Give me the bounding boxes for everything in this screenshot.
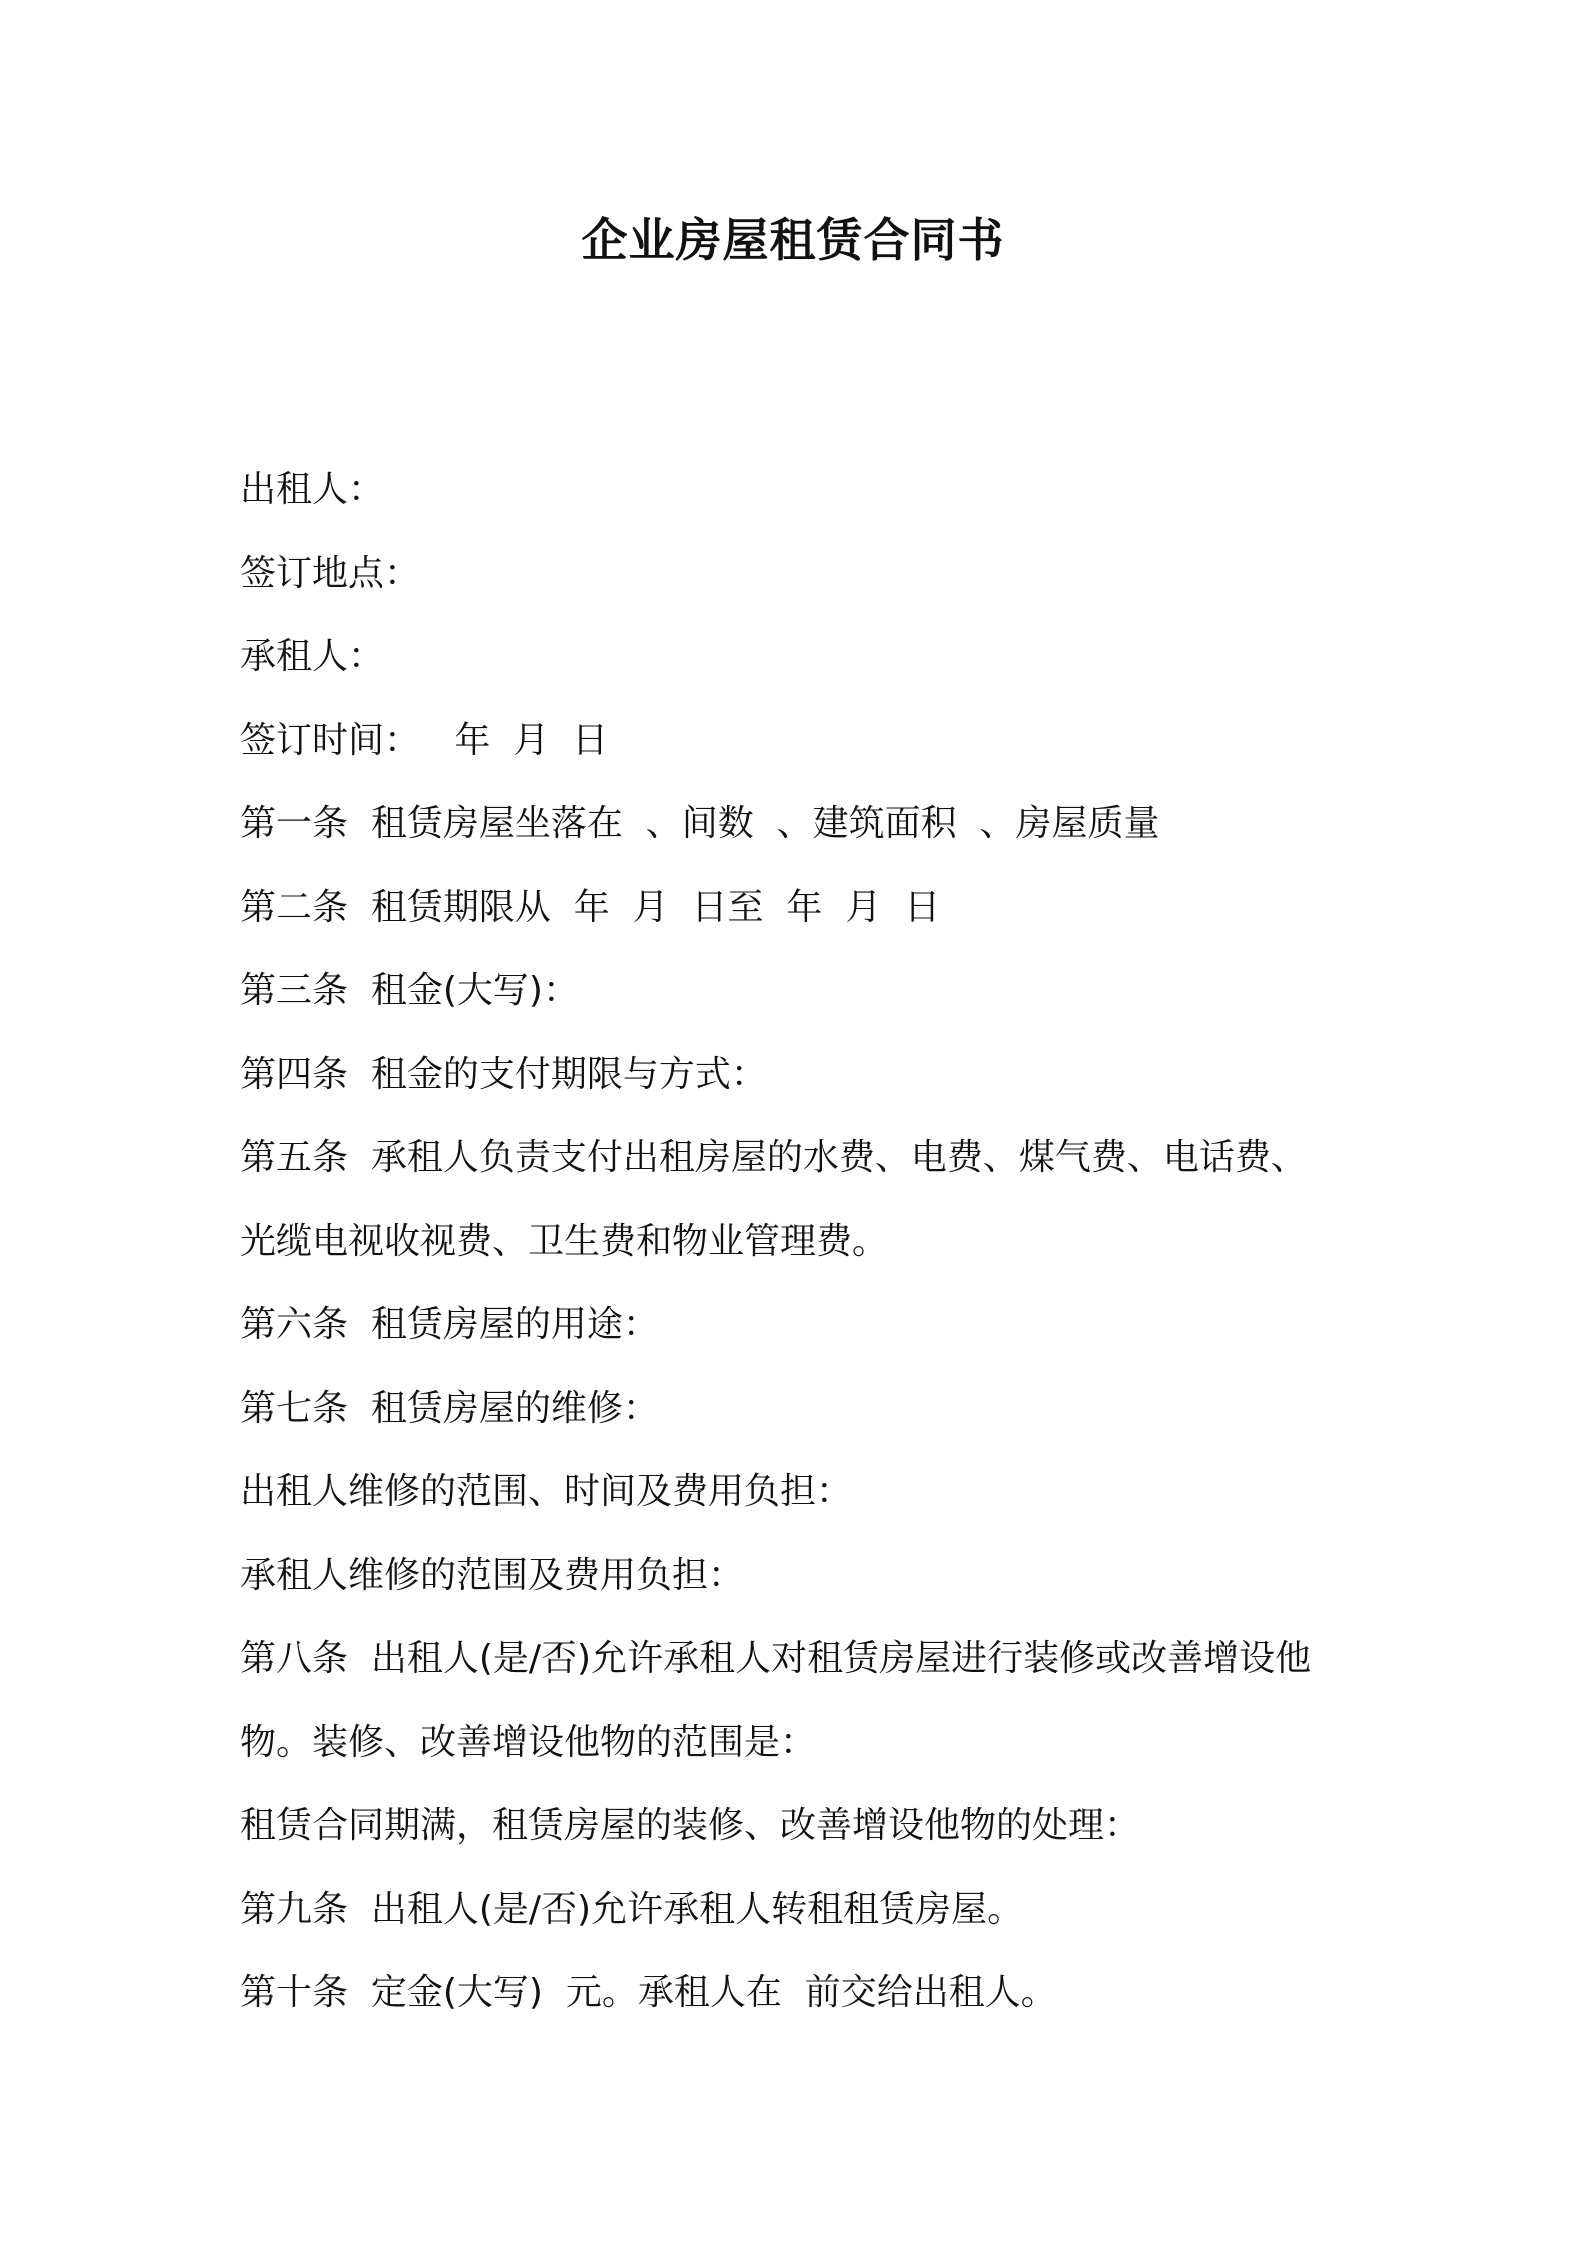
article-6: 第六条 租赁房屋的用途： xyxy=(240,1304,659,1345)
article-3: 第三条 租金(大写)： xyxy=(240,970,579,1011)
article-2: 第二条 租赁期限从 年 月 日至 年 月 日 xyxy=(240,886,941,928)
article-5-continued: 光缆电视收视费、卫生费和物业管理费。 xyxy=(240,1220,889,1262)
article-7: 第七条 租赁房屋的维修： xyxy=(240,1387,659,1429)
article-8-expiry: 租赁合同期满，租赁房屋的装修、改善增设他物的处理： xyxy=(240,1805,1141,1846)
document-title: 企业房屋租赁合同书 xyxy=(581,213,1005,267)
lessee-line: 承租人： xyxy=(240,636,385,677)
signing-place-line: 签订地点： xyxy=(240,552,421,594)
article-4: 第四条 租金的支付期限与方式： xyxy=(240,1053,767,1095)
article-8: 第八条 出租人(是/否)允许承租人对租赁房屋进行装修或改善增设他 xyxy=(240,1638,1312,1679)
signing-date-line: 签订时间： 年 月 日 xyxy=(240,719,609,761)
article-9: 第九条 出租人(是/否)允许承租人转租租赁房屋。 xyxy=(240,1888,1024,1930)
lessor-line: 出租人： xyxy=(240,469,385,510)
article-5: 第五条 承租人负责支付出租房屋的水费、电费、煤气费、电话费、 xyxy=(240,1137,1307,1178)
document-body xyxy=(240,448,1360,2035)
article-7-lessee-repair: 承租人维修的范围及费用负担： xyxy=(240,1554,745,1596)
article-10: 第十条 定金(大写) 元。承租人在 前交给出租人。 xyxy=(240,1972,1057,2013)
article-1: 第一条 租赁房屋坐落在 、间数 、建筑面积 、房屋质量 xyxy=(240,803,1160,844)
article-8-continued: 物。装修、改善增设他物的范围是： xyxy=(240,1721,817,1763)
article-7-lessor-repair: 出租人维修的范围、时间及费用负担： xyxy=(240,1471,853,1512)
